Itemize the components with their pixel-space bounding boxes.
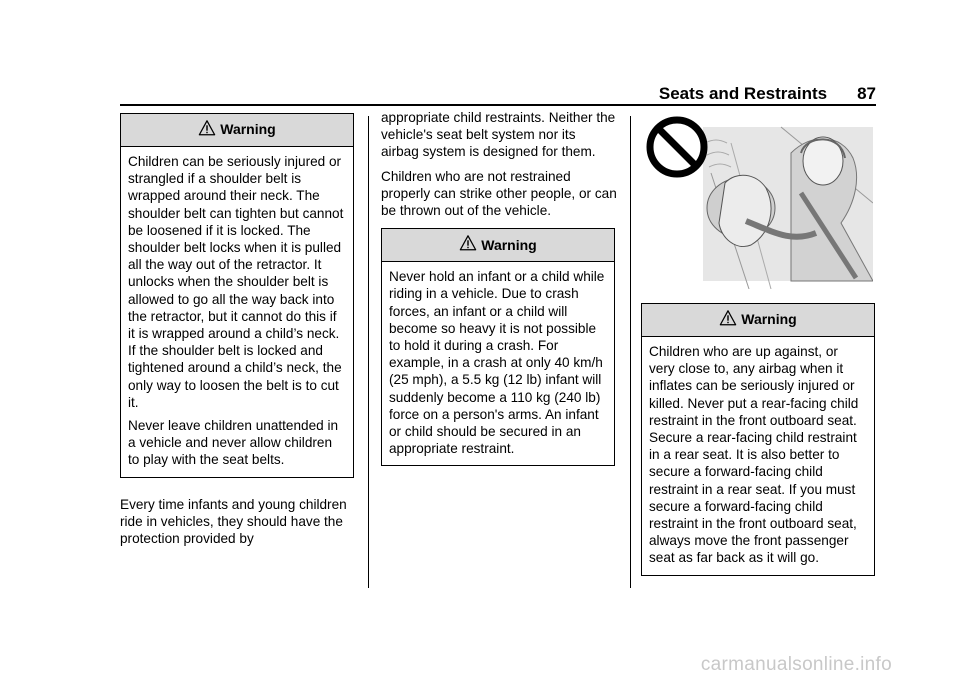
warning-body (382, 262, 614, 465)
warning-triangle-icon (719, 309, 737, 331)
column-divider (368, 116, 369, 588)
warning-triangle-icon (198, 119, 216, 141)
warning-triangle-icon (459, 234, 477, 256)
prohibition-icon (645, 115, 709, 179)
column-divider (630, 116, 631, 588)
warning-body (642, 337, 874, 575)
warning-header (382, 229, 614, 262)
warning-box (641, 303, 875, 576)
warning-body (121, 147, 353, 477)
page-number: 87 (857, 84, 876, 103)
warning-box (381, 228, 615, 466)
header-rule (120, 104, 876, 106)
section-title: Seats and Restraints (658, 84, 828, 103)
warning-paragraph: Never hold an infant or a child while riding in a vehicle. Due to crash forces, an infant or a child will become so heavy it is not possible to hold it during a crash. For example, in a crash at only 40 km/h (25 mph), a 5.5 kg (12 lb) infant will suddenly become a 110 kg (240 lb) force on a person's arms. An infant or child should be secured in an appropriate restraint. (389, 269, 605, 457)
warning-paragraph: Children can be seriously injured or strangled if a shoulder belt is wrapped around their neck. The shoulder belt can tighten but cannot be loosened if it is locked. The shoulder belt locks when it is pulled all the way out of the retractor. It unlocks when the shoulder belt is allowed to go all the way back into the retractor, but it cannot do this if it is wrapped around a child’s neck. If the shoulder belt is locked and tightened around a child’s neck, the only way to loosen the belt is to cut it. (128, 154, 344, 410)
warning-title: Warning (220, 121, 276, 138)
column-2 (381, 109, 617, 466)
warning-box (120, 113, 354, 478)
column-3 (641, 113, 877, 576)
body-paragraph: Children who are not restrained properly can strike other people, or can be thrown out of the vehicle. (381, 168, 617, 219)
warning-title: Warning (481, 236, 537, 253)
warning-header (642, 304, 874, 337)
warning-paragraph: Children who are up against, or very close to, any airbag when it inflates can be seriously injured or killed. Never put a rear-facing child restraint in the front outboard seat. Secure a rear-facing child restraint in a rear seat. It is also better to secure a forward-facing child restraint in a rear seat. If you must secure a forward-facing child restraint in the front outboard seat, always move the front passenger seat as far back as it will go. (649, 344, 859, 566)
warning-title: Warning (741, 311, 797, 328)
column-1 (120, 113, 356, 554)
warning-paragraph: Never leave children unattended in a vehicle and never allow children to play with the seat belts. (128, 418, 339, 468)
watermark: carmanualsonline.info (700, 654, 892, 675)
warning-header (121, 114, 353, 147)
body-paragraph: Every time infants and young children ride in vehicles, they should have the protection provided by (120, 496, 347, 547)
illustration-infant-held-airbag (641, 113, 873, 289)
page-header (120, 84, 876, 104)
body-paragraph: appropriate child restraints. Neither the vehicle's seat belt system nor its airbag system is designed for them. (381, 110, 616, 160)
